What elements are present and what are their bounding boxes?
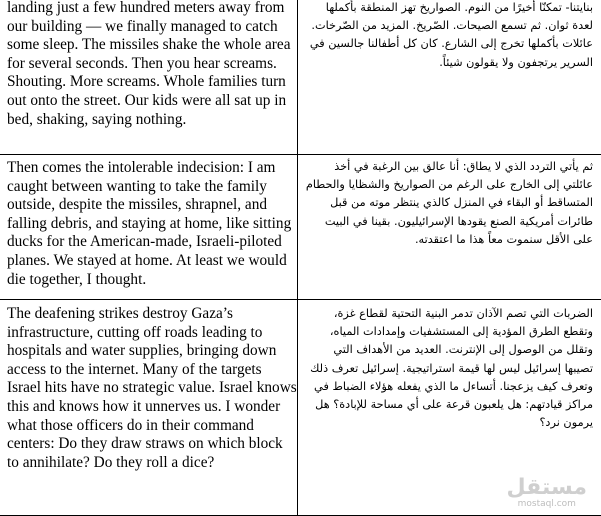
watermark-logo: مستقل <box>507 477 587 499</box>
arabic-cell <box>298 155 601 300</box>
arabic-text: بنايتنا- تمكنّا أخيرًا من النوم. الصواريخ تهز المنطقة بأكملها لعدة ثوان. ثم تسمع الصيحات. الصّريخ. المزيد من الصّرخات. عائلات بأكملها تخرج إلى الشارع. كان كل أطفالنا جالسين في السرير يرتجفون ولا يقولون شيئاً. <box>298 0 601 76</box>
arabic-text: ثم يأتي التردد الذي لا يطاق: أنا عالق بين الرغبة في أخذ عائلتي إلى الخارج على الرغم من الصواريخ والشظايا والحطام المتساقط أو البقاء في المنزل كالذي ينتظر موته من قبل طائرات أمريكية الصنع يقودها الإسرائيليون. بقينا في البيت على الأقل سنموت معاً هذا ما اعتقدته. <box>298 155 601 253</box>
arabic-cell <box>298 0 601 155</box>
english-cell <box>0 0 298 155</box>
arabic-text: الضربات التي تصم الآذان تدمر البنية التحتية لقطاع غزة، وتقطع الطرق المؤدية إلى المستشفيات وإمدادات المياه، وتقلل من الوصول إلى الإنترنت. العديد من الأهداف التي تصيبها إسرائيل ليس لها قيمة استراتيجية. إسرائيل تعرف ذلك وتعرف كيف يزعجنا. أتساءل ما الذي يفعله هؤلاء الضباط في مراكز قيادتهم: هل يلعبون قرعة على أي مساحة للإبادة؟ هل يرمون نرد؟ <box>298 300 601 436</box>
table-row <box>0 0 601 155</box>
english-cell <box>0 300 298 516</box>
english-text: The deafening strikes destroy Gaza’s infrastructure, cutting off roads leading to hospitals and water supplies, bringing down access to the internet. Many of the targets Israel hits have no strategic value. Israel knows this and knows how it unnerves us. I wonder what those officers do in their command centers: Do they draw straws on which block to annihilate? Do they roll a dice? <box>0 300 297 476</box>
english-cell <box>0 155 298 300</box>
english-text: landing just a few hundred meters away from our building — we finally managed to catch some sleep. The missiles shake the whole area for several seconds. Then you hear screams. Shouting. More screams. Whole families turn out onto the street. Our kids were all sat up in bed, shaking, saying nothing. <box>0 0 297 133</box>
table-row <box>0 155 601 300</box>
english-text: Then comes the intolerable indecision: I am caught between wanting to take the family outside, despite the missiles, shrapnel, and falling debris, and staying at home, like sitting ducks for the American-made, Israeli-piloted planes. We stayed at home. At least we would die together, I thought. <box>0 155 297 293</box>
mostaql-watermark <box>507 477 587 509</box>
watermark-url: mostaql.com <box>507 499 587 509</box>
